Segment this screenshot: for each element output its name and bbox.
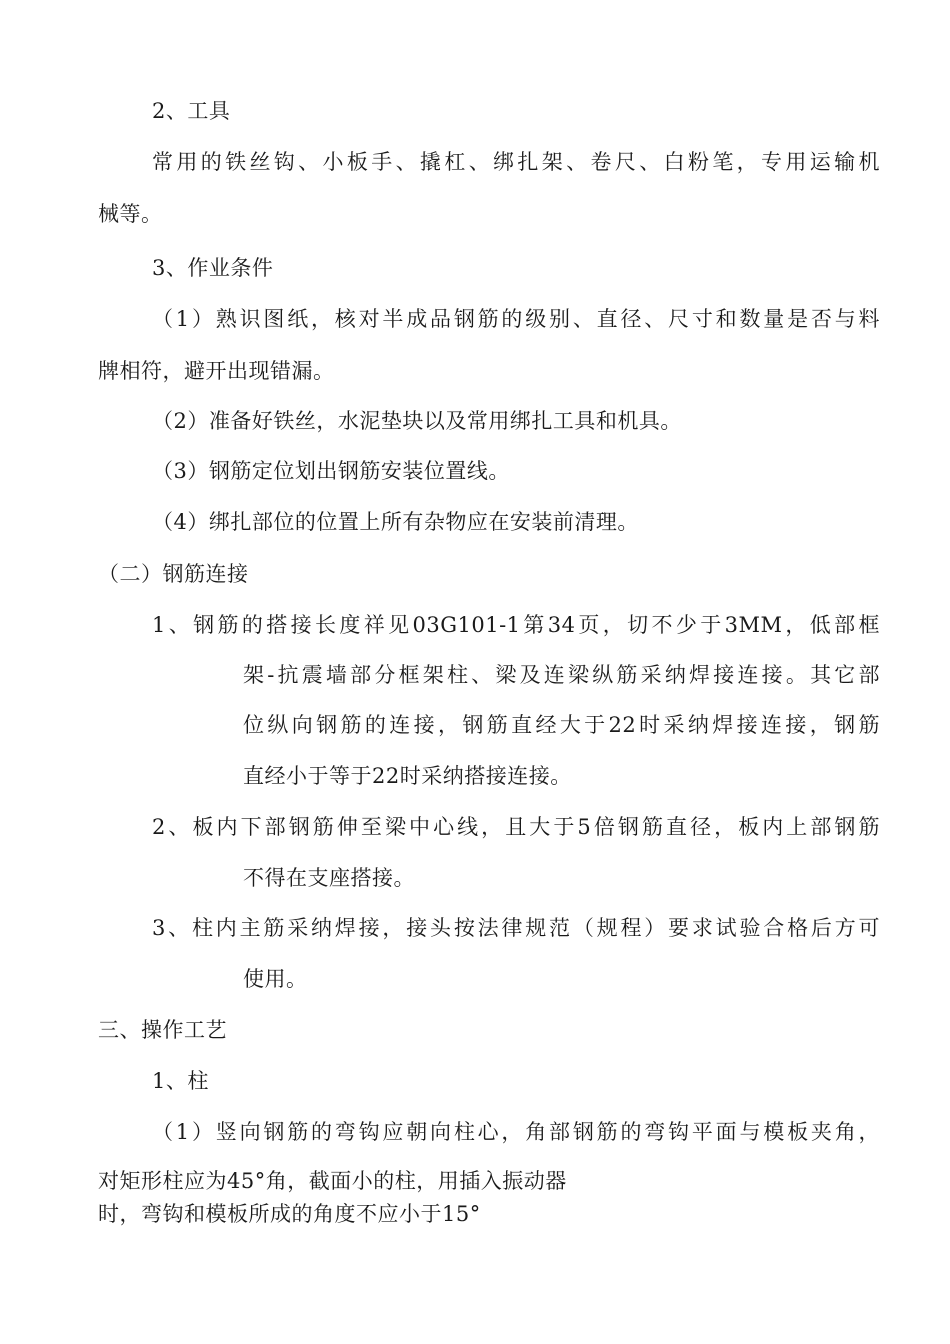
connection-2-line-2: 不得在支座搭接。 — [243, 866, 415, 890]
connection-2-line-1: 2、板内下部钢筋伸至梁中心线，且大于5倍钢筋直径，板内上部钢筋 — [152, 815, 880, 839]
condition-4: （4）绑扎部位的位置上所有杂物应在安装前清理。 — [152, 510, 639, 534]
process-heading: 三、操作工艺 — [98, 1018, 227, 1042]
column-1-line-2: 对矩形柱应为45°角，截面小的柱，用插入振动器 — [98, 1169, 567, 1193]
column-heading: 1、柱 — [152, 1069, 209, 1093]
connection-heading: （二）钢筋连接 — [98, 562, 249, 586]
connection-3-line-2: 使用。 — [243, 967, 308, 991]
condition-1-line-1: （1）熟识图纸，核对半成品钢筋的级别、直径、尺寸和数量是否与料 — [152, 307, 880, 331]
condition-3: （3）钢筋定位划出钢筋安装位置线。 — [152, 459, 510, 483]
connection-1-line-4: 直经小于等于22时采纳搭接连接。 — [243, 764, 572, 788]
tools-text-line-1: 常用的铁丝钩、小板手、撬杠、绑扎架、卷尺、白粉笔，专用运输机 — [152, 150, 880, 174]
column-1-line-1: （1）竖向钢筋的弯钩应朝向柱心，角部钢筋的弯钩平面与模板夹角， — [152, 1120, 880, 1144]
condition-1-line-2: 牌相符，避开出现错漏。 — [98, 359, 335, 383]
column-1-line-3: 时，弯钩和模板所成的角度不应小于15° — [98, 1202, 481, 1226]
connection-3-line-1: 3、柱内主筋采纳焊接，接头按法律规范（规程）要求试验合格后方可 — [152, 916, 880, 940]
condition-2: （2）准备好铁丝，水泥垫块以及常用绑扎工具和机具。 — [152, 409, 682, 433]
connection-1-line-1: 1、钢筋的搭接长度祥见03G101-1第34页，切不少于3MM，低部框 — [152, 613, 880, 637]
conditions-heading: 3、作业条件 — [152, 256, 274, 280]
tools-heading: 2、工具 — [152, 99, 231, 123]
connection-1-line-2: 架-抗震墙部分框架柱、梁及连梁纵筋采纳焊接连接。其它部 — [243, 663, 880, 687]
connection-1-line-3: 位纵向钢筋的连接，钢筋直经大于22时采纳焊接连接，钢筋 — [243, 713, 880, 737]
tools-text-line-2: 械等。 — [98, 202, 163, 226]
